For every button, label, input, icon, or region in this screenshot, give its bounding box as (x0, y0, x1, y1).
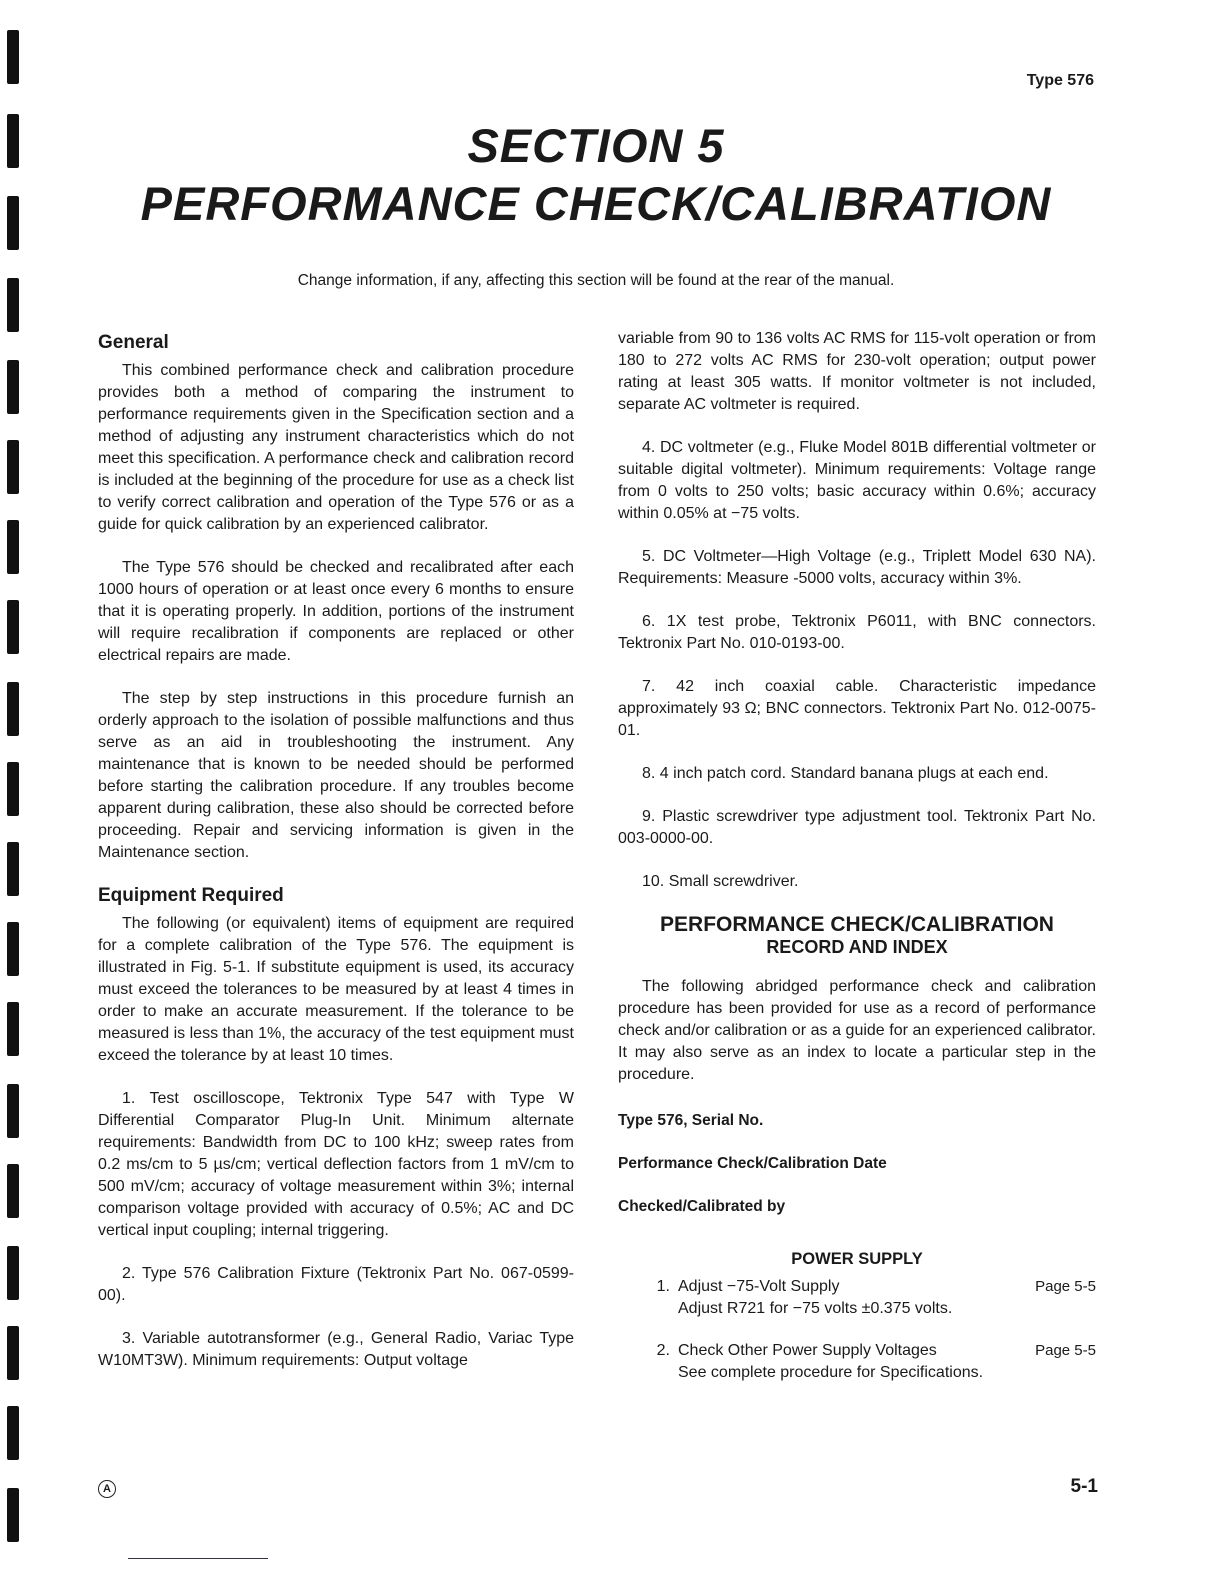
registration-mark (7, 1084, 19, 1138)
binder-registration-marks (7, 0, 21, 1584)
record-subheading: RECORD AND INDEX (766, 937, 948, 957)
step-detail: Adjust R721 for −75 volts ±0.375 volts. (678, 1300, 953, 1317)
registration-mark (7, 30, 19, 84)
step-number: 2. (656, 1342, 670, 1359)
registration-mark (7, 682, 19, 736)
general-heading: General (98, 332, 169, 353)
equipment-item: 8. 4 inch patch cord. Standard banana plugs at each end. (642, 765, 1049, 782)
step-title: Adjust −75-Volt Supply (678, 1278, 840, 1295)
general-paragraph: The step by step instructions in this procedure furnish an orderly approach to the isolation of possible malfunctions and thus serve as an aid in troubleshooting the instrument. Any maintenance that is known to be needed should be performed before starting the calibration procedure. If any troubles become apparent during calibration, these also should be corrected before proceeding. Repair and servicing information is given in the Maintenance section. (98, 690, 574, 861)
registration-mark (7, 196, 19, 250)
registration-mark (7, 278, 19, 332)
page-number: 5-1 (1070, 1476, 1098, 1497)
equipment-item: 7. 42 inch coaxial cable. Characteristic impedance approximately 93 Ω; BNC connectors. Tektronix Part No. 012-0075-01. (618, 678, 1096, 739)
general-paragraph: This combined performance check and calibration procedure provides both a method of comparing the instrument to performance requirements given in the Specification section and a method of adjusting any instrument characteristics which do not meet this specification. A performance check and calibration record is included at the beginning of the procedure for use as a check list to verify correct calibration and operation of the Type 576 or as a guide for quick calibration by an experienced calibrator. (98, 362, 574, 533)
step-page-reference: Page 5-5 (1035, 1278, 1096, 1295)
step-number: 1. (656, 1278, 670, 1295)
step-page-reference: Page 5-5 (1035, 1342, 1096, 1359)
instrument-type-label: Type 576 (1026, 72, 1094, 89)
equipment-item: 4. DC voltmeter (e.g., Fluke Model 801B differential voltmeter or suitable digital voltmeter). Minimum requirements: Voltage range from 0 volts to 250 volts; basic accuracy within 0.6%; accuracy within 0.05% at −75 volts. (618, 439, 1096, 522)
power-supply-heading: POWER SUPPLY (791, 1250, 923, 1268)
equipment-item: 2. Type 576 Calibration Fixture (Tektronix Part No. 067-0599-00). (98, 1265, 574, 1304)
registration-mark (7, 520, 19, 574)
registration-mark (7, 1164, 19, 1218)
registration-mark (7, 1002, 19, 1056)
right-column (618, 328, 1096, 1404)
registration-mark (7, 440, 19, 494)
step-title: Check Other Power Supply Voltages (678, 1342, 937, 1359)
section-number-heading: SECTION 5 (467, 119, 725, 172)
registration-mark (7, 842, 19, 896)
serial-number-label: Type 576, Serial No. (618, 1112, 764, 1129)
registration-mark (7, 1246, 19, 1300)
equipment-heading: Equipment Required (98, 885, 284, 906)
equipment-item: 1. Test oscilloscope, Tektronix Type 547 with Type W Differential Comparator Plug-In Unit. Minimum alternate requirements: Bandwidth from DC to 100 kHz; sweep rates from 0.2 ms/cm to 5 µs/cm; vertical deflection factors from 1 mV/cm to 500 mV/cm; accuracy of voltage measurement within 3%; internal comparison voltage provided with accuracy of 0.5%; AC and DC vertical input coupling; internal triggering. (98, 1090, 574, 1239)
bottom-rule (128, 1558, 268, 1559)
registration-mark (7, 600, 19, 654)
revision-symbol: A (98, 1480, 116, 1498)
registration-mark (7, 360, 19, 414)
equipment-item: 10. Small screwdriver. (642, 873, 799, 890)
registration-mark (7, 922, 19, 976)
step-detail: See complete procedure for Specifications. (678, 1364, 984, 1381)
record-paragraph: The following abridged performance check and calibration procedure has been provided for use as a record of performance check and/or calibration or as a guide for an experienced calibrator. It may also serve as an index to locate a particular step in the procedure. (618, 978, 1096, 1083)
registration-mark (7, 114, 19, 168)
equipment-item: 9. Plastic screwdriver type adjustment tool. Tektronix Part No. 003-0000-00. (618, 808, 1096, 847)
left-column (98, 328, 574, 1393)
registration-mark (7, 1326, 19, 1380)
procedure-step (618, 1340, 1096, 1384)
page-title: PERFORMANCE CHECK/CALIBRATION (140, 177, 1052, 230)
equipment-intro: The following (or equivalent) items of equipment are required for a complete calibration of the Type 576. The equipment is illustrated in Fig. 5-1. If substitute equipment is used, its accuracy must exceed the tolerances to be measured by at least 4 times in order to make an accurate measurement. If the tolerance to be measured is less than 1%, the accuracy of the test equipment must exceed the tolerance by at least 10 times. (98, 915, 574, 1064)
change-info-note: Change information, if any, affecting this section will be found at the rear of the manual. (297, 272, 895, 289)
equipment-item: 5. DC Voltmeter—High Voltage (e.g., Triplett Model 630 NA). Requirements: Measure -5000 volts, accuracy within 3%. (618, 548, 1096, 587)
calibration-date-label: Performance Check/Calibration Date (618, 1155, 887, 1172)
record-info-block (618, 1110, 1096, 1218)
equipment-item: 3. Variable autotransformer (e.g., General Radio, Variac Type W10MT3W). Minimum requirements: Output voltage (98, 1330, 574, 1369)
procedure-step (618, 1276, 1096, 1320)
general-paragraph: The Type 576 should be checked and recalibrated after each 1000 hours of operation or at least once every 6 months to ensure that it is operating properly. In addition, portions of the instrument will require recalibration if components are replaced or other electrical repairs are made. (98, 559, 574, 664)
record-heading: PERFORMANCE CHECK/CALIBRATION (660, 913, 1054, 936)
checked-by-label: Checked/Calibrated by (618, 1198, 786, 1215)
registration-mark (7, 1406, 19, 1460)
equipment-item: 6. 1X test probe, Tektronix P6011, with BNC connectors. Tektronix Part No. 010-0193-00. (618, 613, 1096, 652)
registration-mark (7, 1488, 19, 1542)
equipment-item-continued: variable from 90 to 136 volts AC RMS for 115-volt operation or from 180 to 272 volts AC RMS for 230-volt operation; output power rating at least 305 watts. If monitor voltmeter is not included, separate AC voltmeter is required. (618, 330, 1096, 413)
registration-mark (7, 762, 19, 816)
